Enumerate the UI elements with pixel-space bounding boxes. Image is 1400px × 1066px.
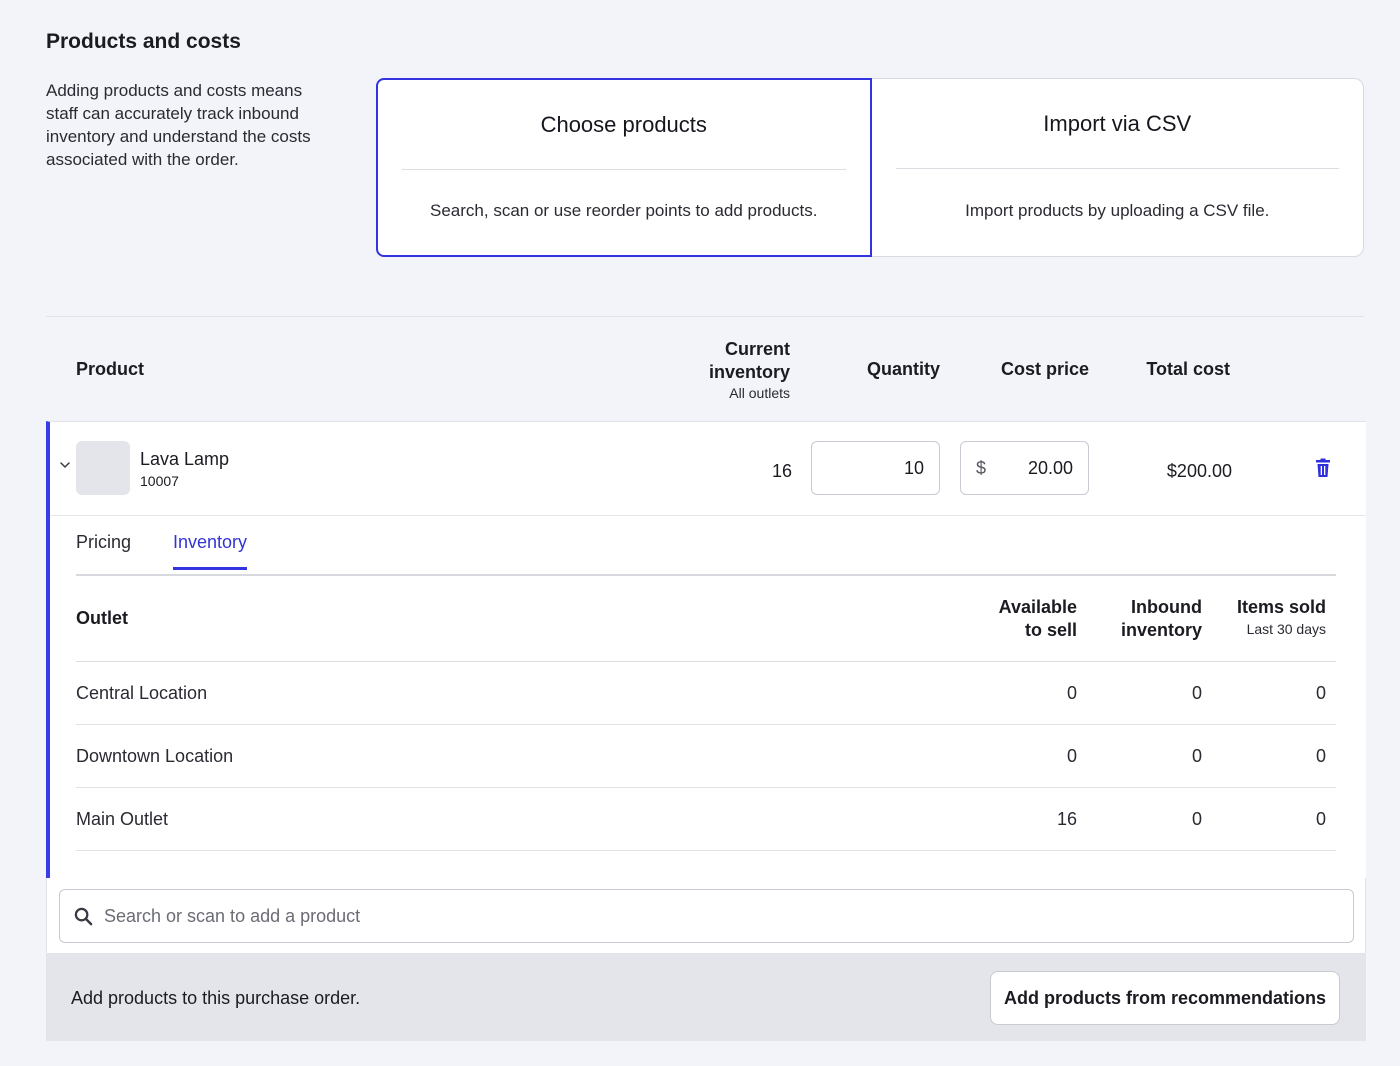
footer-bar: [46, 954, 1366, 1041]
header-current-inventory: [700, 338, 790, 402]
choose-products-option[interactable]: [376, 78, 872, 257]
inbound-value: 0: [1191, 683, 1202, 703]
outlet-name: Downtown Location: [76, 746, 234, 766]
quantity-input[interactable]: [811, 441, 940, 495]
header-available-line1: Available: [998, 597, 1077, 617]
outlet-name: Central Location: [76, 683, 208, 703]
header-cost-price: Cost price: [1000, 359, 1089, 379]
product-current-inventory: 16: [771, 461, 792, 481]
add-from-recommendations-button[interactable]: Add products from recommendations: [990, 971, 1340, 1025]
add-method-options: [376, 78, 1364, 257]
header-current-inventory-sub: All outlets: [729, 385, 790, 401]
choose-products-title: Choose products: [402, 80, 846, 170]
import-csv-title: Import via CSV: [896, 79, 1340, 169]
search-icon: [74, 907, 93, 926]
outlet-name: Main Outlet: [76, 809, 169, 829]
available-value: 0: [1066, 683, 1077, 703]
section-description: Adding products and costs means staff can accurately track inbound inventory and understand the costs associated with the order.: [46, 81, 311, 169]
sold-value: 0: [1315, 746, 1326, 766]
search-box[interactable]: [59, 889, 1354, 943]
table-row: [76, 725, 1336, 788]
header-total-cost: Total cost: [1146, 359, 1230, 379]
sold-value: 0: [1315, 683, 1326, 703]
cost-price-input[interactable]: [993, 442, 1073, 494]
available-value: 0: [1066, 746, 1077, 766]
product-search-area: [46, 878, 1366, 954]
import-csv-option[interactable]: [872, 79, 1364, 256]
tab-inventory[interactable]: Inventory: [173, 532, 247, 570]
product-name: Lava Lamp: [140, 449, 230, 469]
import-csv-description: Import products by uploading a CSV file.: [965, 200, 1270, 220]
currency-symbol: $: [976, 458, 987, 478]
inbound-value: 0: [1191, 746, 1202, 766]
product-panel: [46, 421, 1366, 878]
search-input[interactable]: [104, 890, 1334, 942]
header-current-inventory-label: Current inventory: [708, 339, 790, 382]
products-table-header: [46, 330, 1364, 422]
trash-icon[interactable]: [1314, 458, 1332, 478]
product-detail-tabs: [76, 516, 1336, 576]
header-available-to-sell: [999, 596, 1077, 642]
header-quantity: Quantity: [866, 359, 940, 379]
header-items-sold: [1237, 596, 1326, 639]
section-title: Products and costs: [46, 30, 241, 53]
chevron-down-icon[interactable]: [57, 457, 73, 473]
header-items-sold-label: Items sold: [1236, 597, 1326, 617]
header-product: Product: [76, 359, 145, 379]
header-inbound-line2: inventory: [1120, 620, 1202, 640]
sold-value: 0: [1315, 809, 1326, 829]
inventory-table-header: [76, 576, 1336, 662]
divider: [46, 316, 1364, 317]
inventory-table: [76, 576, 1336, 851]
header-outlet: Outlet: [76, 608, 128, 628]
header-available-line2: to sell: [1024, 620, 1077, 640]
product-thumbnail: [76, 441, 130, 495]
table-row: [76, 788, 1336, 851]
inbound-value: 0: [1191, 809, 1202, 829]
header-items-sold-sub: Last 30 days: [1246, 621, 1326, 637]
header-inbound-line1: Inbound: [1131, 597, 1202, 617]
product-sku: 10007: [140, 473, 179, 489]
tab-pricing[interactable]: Pricing: [76, 532, 132, 552]
choose-products-description: Search, scan or use reorder points to add products.: [430, 200, 818, 220]
available-value: 16: [1056, 809, 1077, 829]
footer-text: Add products to this purchase order.: [71, 988, 361, 1008]
product-total-cost: $200.00: [1166, 461, 1232, 481]
header-inbound-inventory: [1121, 596, 1202, 642]
cost-price-field[interactable]: [960, 441, 1089, 495]
product-row: [50, 422, 1366, 516]
table-row: [76, 662, 1336, 725]
